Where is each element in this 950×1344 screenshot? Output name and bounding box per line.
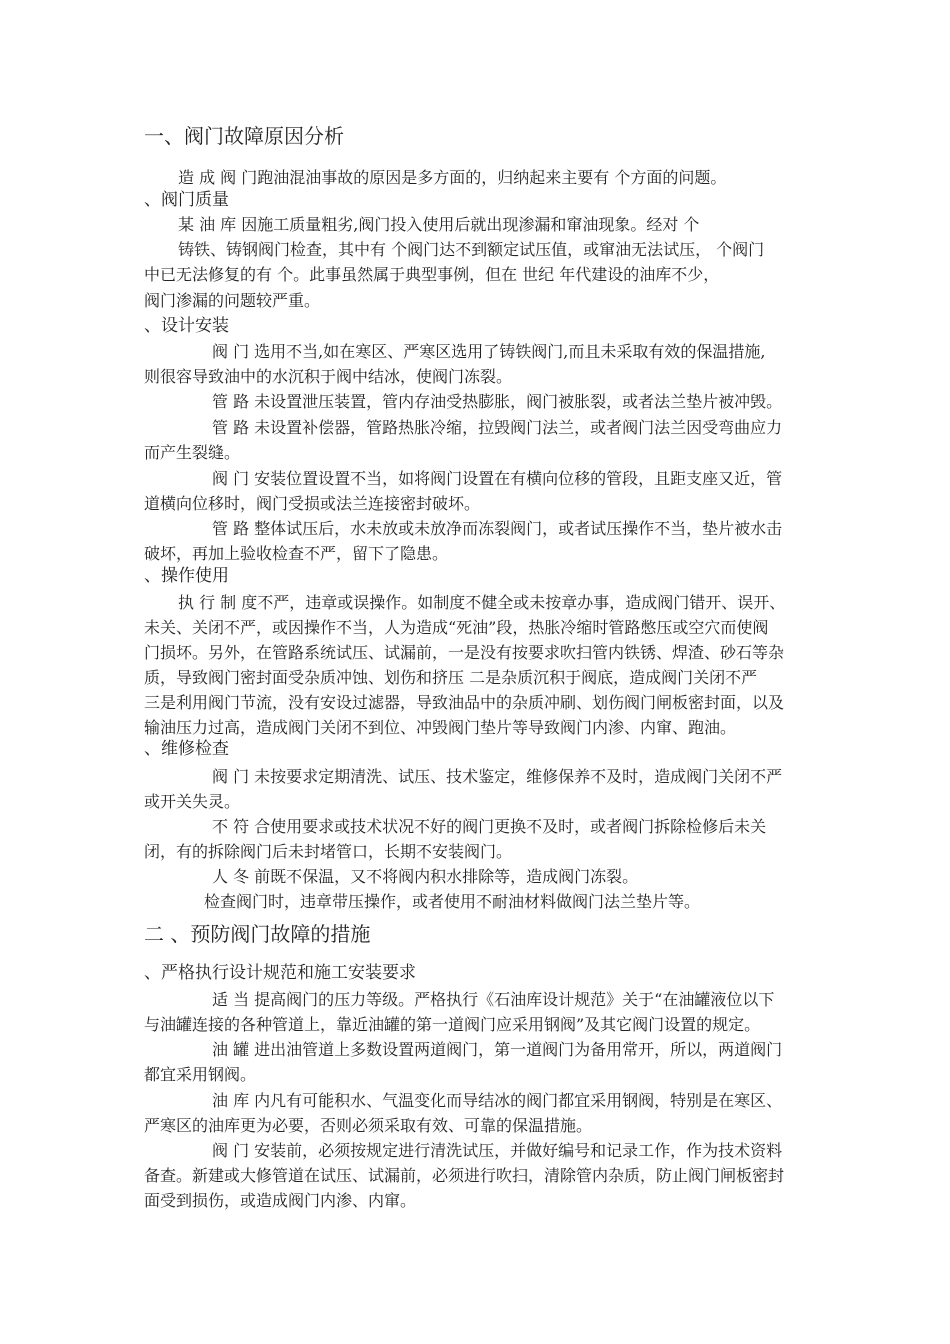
paragraph-line: 严寒区的油库更为必要，否则必须采取有效、可靠的保温措施。 [144, 1116, 593, 1135]
paragraph-line: 破坏，再加上验收检查不严，留下了隐患。 [144, 544, 449, 563]
section-2-heading: 二 、预防阀门故障的措施 [144, 922, 371, 946]
paragraph-line: 油 库 内凡有可能积水、气温变化而导结冰的阀门都宜采用钢阀，特别是在寒区、 [212, 1091, 783, 1110]
paragraph-line: 面受到损伤，或造成阀门内渗、内窜。 [144, 1191, 417, 1210]
section-1-intro: 造 成 阀 门跑油混油事故的原因是多方面的，归纳起来主要有 个方面的问题。 [178, 168, 727, 187]
paragraph-line: 门损坏。另外，在管路系统试压、试漏前，一是没有按要求吹扫管内铁锈、焊渣、砂石等杂 [144, 643, 785, 662]
paragraph-line: 人 冬 前既不保温，又不将阀内积水排除等，造成阀门冻裂。 [212, 867, 639, 886]
subsection-operation-heading: 、操作使用 [144, 566, 229, 586]
paragraph-line: 某 油 库 因施工质量粗劣,阀门投入使用后就出现渗漏和窜油现象。经对 个 [178, 215, 700, 234]
paragraph-line: 阀门渗漏的问题较严重。 [144, 291, 321, 310]
paragraph-line: 而产生裂缝。 [144, 443, 241, 462]
paragraph-line: 质，导致阀门密封面受杂质冲蚀、划伤和挤压 二是杂质沉积于阀底，造成阀门关闭不严 [144, 668, 758, 687]
paragraph-line: 油 罐 进出油管道上多数设置两道阀门，第一道阀门为备用常开，所以，两道阀门 [212, 1040, 783, 1059]
paragraph-line: 与油罐连接的各种管道上，靠近油罐的第一道阀门应采用钢阀”及其它阀门设置的规定。 [144, 1015, 761, 1034]
paragraph-line: 适 当 提高阀门的压力等级。严格执行《石油库设计规范》关于“在油罐液位以下 [212, 990, 775, 1009]
paragraph-line: 中已无法修复的有 个。此事虽然属于典型事例，但在 世纪 年代建设的油库不少， [144, 265, 720, 284]
paragraph-line: 闭，有的拆除阀门后未封堵管口，长期不安装阀门。 [144, 842, 513, 861]
paragraph-line: 备查。新建或大修管道在试压、试漏前，必须进行吹扫，清除管内杂质，防止阀门闸板密封 [144, 1166, 785, 1185]
section-1-heading: 一、阀门故障原因分析 [144, 124, 344, 148]
paragraph-line: 管 路 整体试压后，水未放或未放净而冻裂阀门，或者试压操作不当，垫片被水击 [212, 519, 783, 538]
subsection-design-spec-heading: 、严格执行设计规范和施工安装要求 [144, 963, 416, 983]
paragraph-line: 不 符 合使用要求或技术状况不好的阀门更换不及时，或者阀门拆除检修后未关 [212, 817, 767, 836]
paragraph-line: 管 路 未设置补偿器，管路热胀冷缩，拉毁阀门法兰，或者阀门法兰因受弯曲应力 [212, 418, 783, 437]
paragraph-line: 都宜采用钢阀。 [144, 1065, 257, 1084]
paragraph-line: 检查阀门时，违章带压操作，或者使用不耐油材料做阀门法兰垫片等。 [204, 892, 701, 911]
paragraph-line: 管 路 未设置泄压装置，管内存油受热膨胀，阀门被胀裂，或者法兰垫片被冲毁。 [212, 392, 783, 411]
paragraph-line: 阀 门 未按要求定期清洗、试压、技术鉴定，维修保养不及时，造成阀门关闭不严 [212, 767, 783, 786]
paragraph-line: 未关、关闭不严，或因操作不当，人为造成“死油”段，热胀冷缩时管路憋压或空穴而使阀 [144, 618, 769, 637]
paragraph-line: 铸铁、铸钢阀门检查，其中有 个阀门达不到额定试压值，或窜油无法试压， 个阀门 [178, 240, 765, 259]
paragraph-line: 阀 门 安装前，必须按规定进行清洗试压，并做好编号和记录工作，作为技术资料 [212, 1141, 783, 1160]
paragraph-line: 或开关失灵。 [144, 792, 241, 811]
paragraph-line: 道横向位移时，阀门受损或法兰连接密封破坏。 [144, 494, 481, 513]
paragraph-line: 则很容导致油中的水沉积于阀中结冰，使阀门冻裂。 [144, 367, 513, 386]
paragraph-line: 执 行 制 度不严，违章或误操作。如制度不健全或未按章办事，造成阀门错开、误开、 [178, 593, 786, 612]
subsection-maintenance-heading: 、维修检查 [144, 739, 229, 759]
paragraph-line: 输油压力过高，造成阀门关闭不到位、冲毁阀门垫片等导致阀门内渗、内窜、跑油。 [144, 718, 737, 737]
subsection-valve-quality-heading: 、阀门质量 [144, 190, 229, 210]
paragraph-line: 三是利用阀门节流，没有安设过滤器，导致油品中的杂质冲刷、划伤阀门闸板密封面，以及 [144, 693, 785, 712]
subsection-design-install-heading: 、设计安装 [144, 316, 229, 336]
paragraph-line: 阀 门 选用不当,如在寒区、严寒区选用了铸铁阀门,而且未采取有效的保温措施, [212, 342, 766, 361]
paragraph-line: 阀 门 安装位置设置不当，如将阀门设置在有横向位移的管段，且距支座又近，管 [212, 469, 783, 488]
